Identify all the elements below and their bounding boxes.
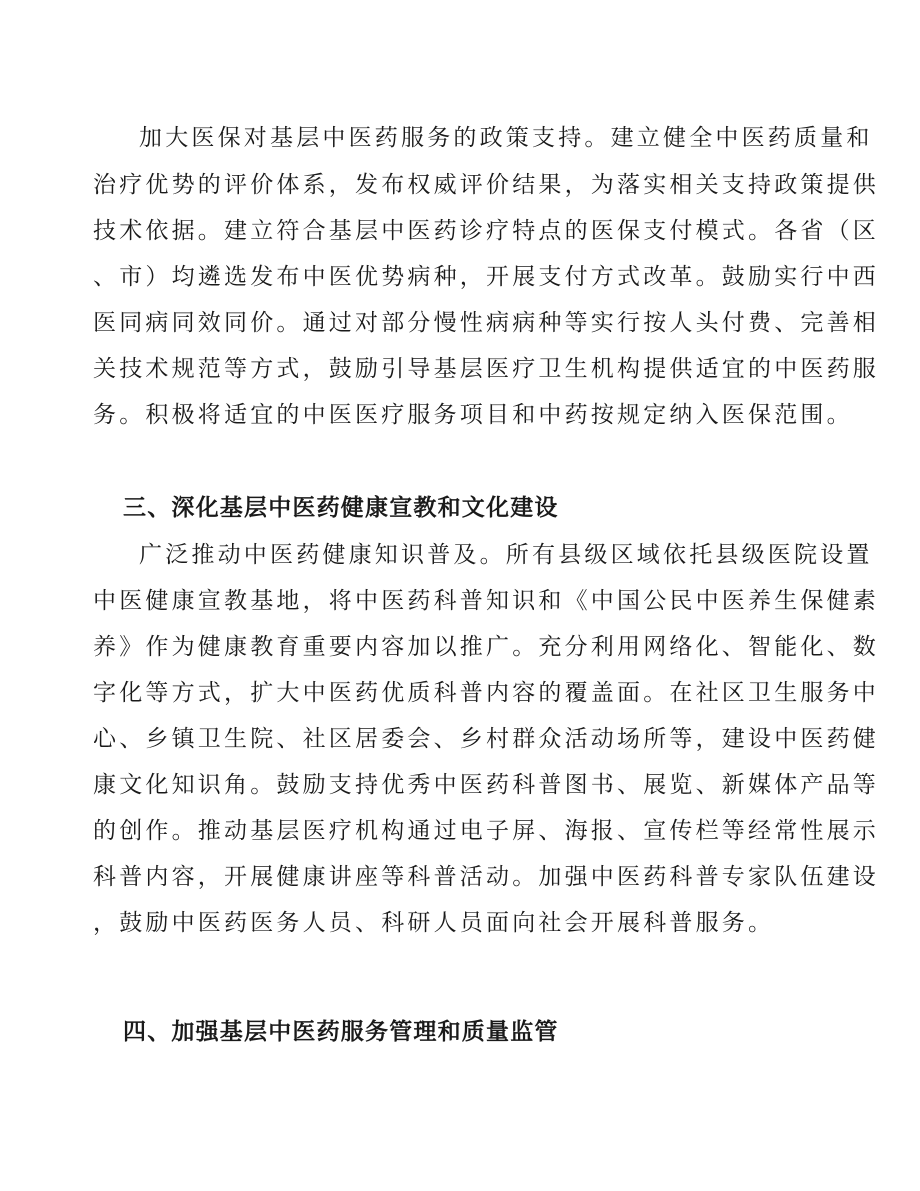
paragraph-2-line-7: 的创作。推动基层医疗机构通过电子屏、海报、宣传栏等经常性展示 [93,818,879,844]
paragraph-2-line-9: ，鼓励中医药医务人员、科研人员面向社会开展科普服务。 [93,910,775,936]
paragraph-1-line-4: 、市）均遴选发布中医优势病种，开展支付方式改革。鼓励实行中西 [93,264,879,290]
section-heading-4: 四、加强基层中医药服务管理和质量监管 [123,1018,559,1045]
paragraph-2-line-3: 养》作为健康教育重要内容加以推广。充分利用网络化、智能化、数 [93,634,879,660]
paragraph-2-line-8: 科普内容，开展健康讲座等科普活动。加强中医药科普专家队伍建设 [93,864,879,890]
paragraph-2-line-2: 中医健康宣教基地，将中医药科普知识和《中国公民中医养生保健素 [93,588,879,614]
paragraph-1-line-5: 医同病同效同价。通过对部分慢性病病种等实行按人头付费、完善相 [93,310,879,336]
section-heading-3: 三、深化基层中医药健康宣教和文化建设 [123,494,559,521]
paragraph-2-line-5: 心、乡镇卫生院、社区居委会、乡村群众活动场所等，建设中医药健 [93,726,879,752]
paragraph-1-line-6: 关技术规范等方式，鼓励引导基层医疗卫生机构提供适宜的中医药服 [93,356,879,382]
paragraph-1-line-2: 治疗优势的评价体系，发布权威评价结果，为落实相关支持政策提供 [93,172,879,198]
paragraph-1-line-1: 加大医保对基层中医药服务的政策支持。建立健全中医药质量和 [139,125,873,151]
paragraph-1-line-3: 技术依据。建立符合基层中医药诊疗特点的医保支付模式。各省（区 [93,218,879,244]
paragraph-1-line-7: 务。积极将适宜的中医医疗服务项目和中药按规定纳入医保范围。 [93,402,853,428]
paragraph-2-line-6: 康文化知识角。鼓励支持优秀中医药科普图书、展览、新媒体产品等 [93,772,879,798]
paragraph-2-line-1: 广泛推动中医药健康知识普及。所有县级区域依托县级医院设置 [139,542,873,568]
paragraph-2-line-4: 字化等方式，扩大中医药优质科普内容的覆盖面。在社区卫生服务中 [93,680,879,706]
